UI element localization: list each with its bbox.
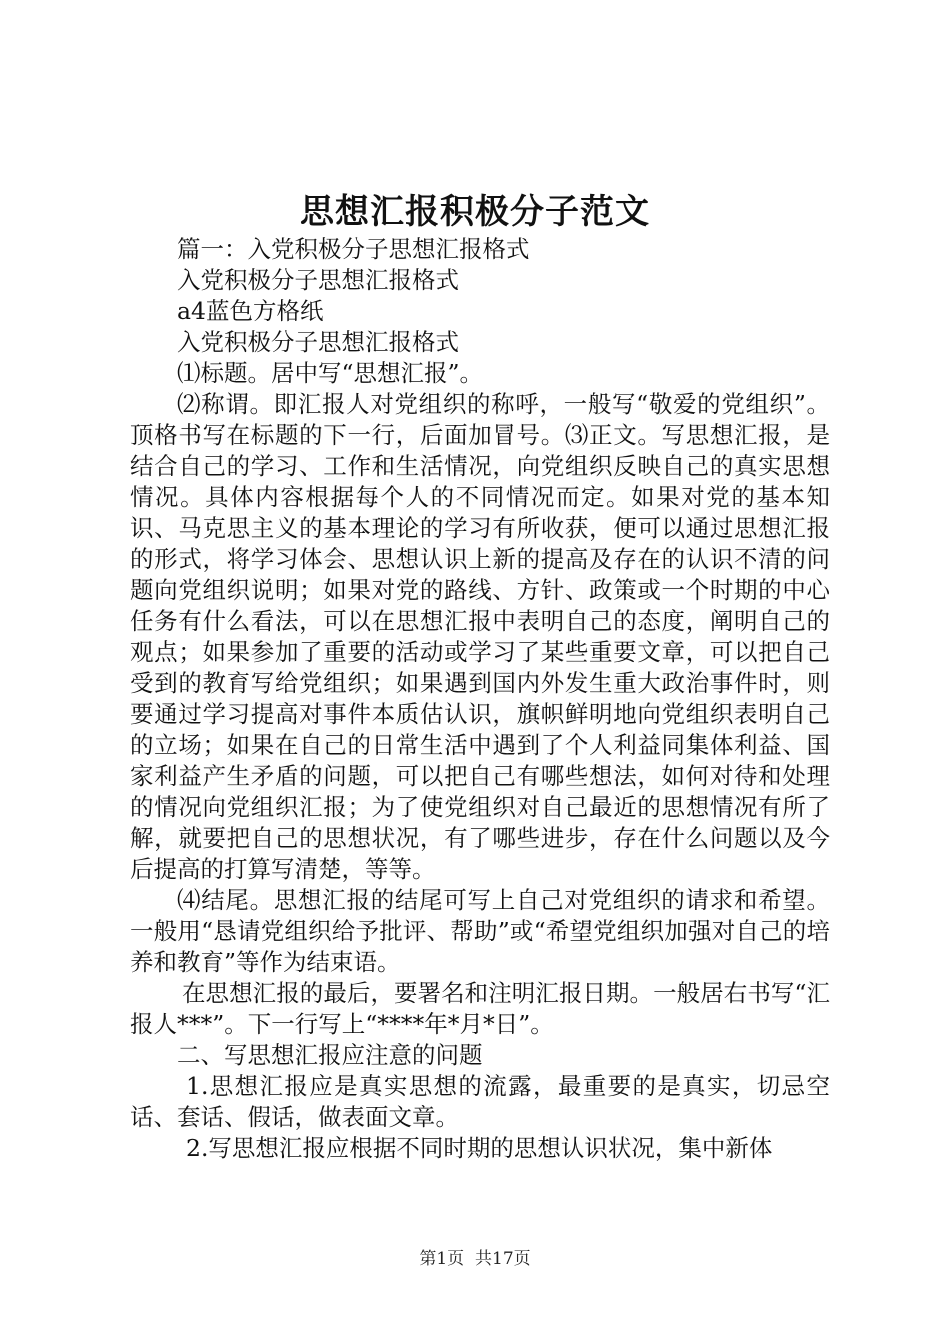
page-footer (0, 1244, 950, 1269)
document-title: 思想汇报积极分子范文 (300, 192, 650, 232)
paragraph-item-salutation-body: ⑵称谓。即汇报人对党组织的称呼，一般写“敬爱的党组织”。顶格书写在标题的下一行，后面加冒号。⑶正文。写思想汇报，是结合自己的学习、工作和生活情况，向党组织反映自己的真实思想情况。具体内容根据每个人的不同情况而定。如果对党的基本知识、马克思主义的基本理论的学习有所收获，便可以通过思想汇报的形式，将学习体会、思想认识上新的提高及存在的认识不清的问题向党组织说明；如果对党的路线、方针、政策或一个时期的中心任务有什么看法，可以在思想汇报中表明自己的态度，阐明自己的观点；如果参加了重要的活动或学习了某些重要文章，可以把自己受到的教育写给党组织；如果遇到国内外发生重大政治事件时，则要通过学习提高对事件本质估认识，旗帜鲜明地向党组织表明自己的立场；如果在自己的日常生活中遇到了个人利益同集体利益、国家利益产生矛盾的问题，可以把自己有哪些想法，如何对待和处理的情况向党组织汇报；为了使党组织对自己最近的思想情况有所了解，就要把自己的思想状况，有了哪些进步，存在什么问题以及今后提高的打算写清楚，等等。 (130, 390, 830, 883)
paragraph-item-ending: ⑷结尾。思想汇报的结尾可写上自己对党组织的请求和希望。一般用“恳请党组织给予批评、帮助”或“希望党组织加强对自己的培养和教育”等作为结束语。 (130, 886, 830, 976)
page-total: 共17页 (475, 1249, 531, 1269)
paragraph-note-2: 2.写思想汇报应根据不同时期的思想认识状况，集中新体 (186, 1134, 773, 1162)
paragraph-notes-heading: 二、写思想汇报应注意的问题 (177, 1041, 483, 1069)
paragraph-subtitle: 入党积极分子思想汇报格式 (177, 266, 459, 294)
paragraph-signature-note: 在思想汇报的最后，要署名和注明汇报日期。一般居右书写“汇报人***”。下一行写上“****年*月*日”。 (130, 979, 830, 1038)
paragraph-note-1: 1.思想汇报应是真实思想的流露，最重要的是真实，切忌空话、套话、假话，做表面文章。 (130, 1072, 830, 1131)
page-number: 第1页 (419, 1249, 465, 1269)
paragraph-paper-note: a4蓝色方格纸 (177, 297, 324, 325)
paragraph-format-heading: 入党积极分子思想汇报格式 (177, 328, 459, 356)
paragraph-item-title: ⑴标题。居中写“思想汇报”。 (177, 359, 484, 387)
document-body (130, 234, 830, 1164)
paragraph-section-heading: 篇一：入党积极分子思想汇报格式 (177, 235, 530, 263)
